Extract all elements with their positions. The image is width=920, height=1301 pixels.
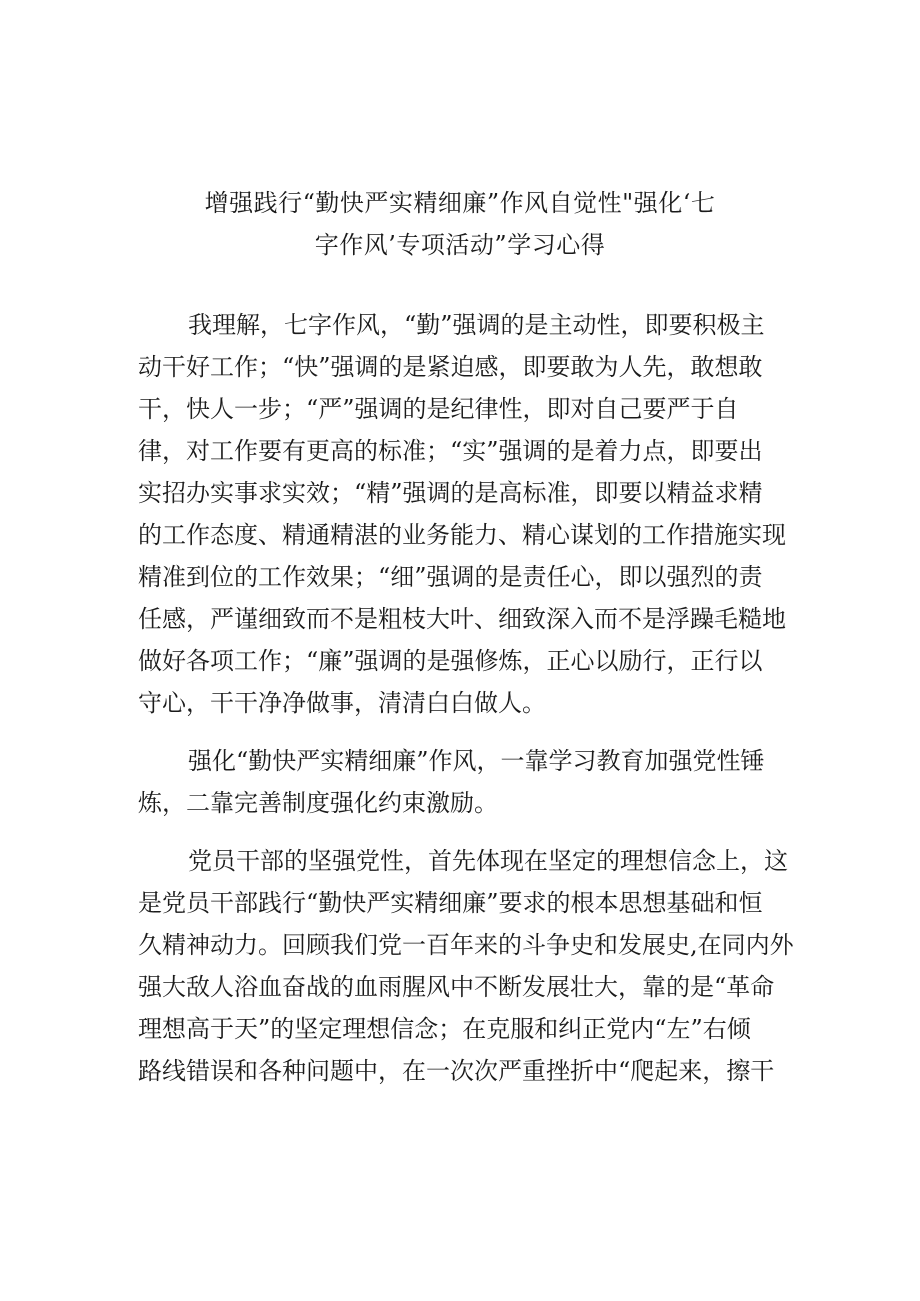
paragraph-strengthen-style xyxy=(138,740,778,824)
paragraph-line: 守心，干干净净做事，清清白白做人。 xyxy=(138,689,546,717)
paragraph-line: 炼，二靠完善制度强化约束激励。 xyxy=(138,789,498,817)
paragraph-line: 我理解，七字作风，“勤”强调的是主动性，即要积极主 xyxy=(188,311,765,339)
paragraph-line: 强化“勤快严实精细廉”作风，一靠学习教育加强党性锤 xyxy=(188,747,765,775)
paragraph-line: 干，快人一步；“严”强调的是纪律性，即对自己要严于自 xyxy=(138,395,739,423)
paragraph-spacing xyxy=(138,824,778,840)
paragraph-line: 理想高于天”的坚定理想信念；在克服和纠正党内“左”右倾 xyxy=(138,1015,751,1043)
paragraph-line: 做好各项工作；“廉”强调的是强修炼，正心以励行，正行以 xyxy=(138,647,763,675)
paragraph-line: 精准到位的工作效果；“细”强调的是责任心，即以强烈的责 xyxy=(138,563,763,591)
paragraph-line: 的工作态度、精通精湛的业务能力、精心谋划的工作措施实现 xyxy=(138,521,786,549)
paragraph-party-spirit xyxy=(138,840,794,1092)
paragraph-line: 强大敌人浴血奋战的血雨腥风中不断发展壮大，靠的是“革命 xyxy=(138,973,775,1001)
paragraph-line: 是党员干部践行“勤快严实精细廉”要求的根本思想基础和恒 xyxy=(138,889,763,917)
paragraph-spacing xyxy=(138,724,778,740)
paragraph-seven-character-style xyxy=(138,304,786,724)
document-title xyxy=(110,182,810,266)
document-body xyxy=(138,304,794,1092)
paragraph-line: 动干好工作；“快”强调的是紧迫感，即要敢为人先，敢想敢 xyxy=(138,353,763,381)
paragraph-line: 实招办实事求实效；“精”强调的是高标准，即要以精益求精 xyxy=(138,479,763,507)
paragraph-line: 律，对工作要有更高的标准；“实”强调的是着力点，即要出 xyxy=(138,437,763,465)
title-line: 增强践行“勤快严实精细廉”作风自觉性"强化‘七 xyxy=(204,189,716,218)
title-line: 字作风’专项活动”学习心得 xyxy=(314,231,606,260)
paragraph-line: 路线错误和各种问题中，在一次次严重挫折中“爬起来，擦干 xyxy=(138,1057,775,1085)
paragraph-line: 任感，严谨细致而不是粗枝大叶、细致深入而不是浮躁毛糙地 xyxy=(138,605,786,633)
paragraph-line: 党员干部的坚强党性，首先体现在坚定的理想信念上，这 xyxy=(188,847,788,875)
paragraph-line: 久精神动力。回顾我们党一百年来的斗争史和发展史,在同内外 xyxy=(138,931,794,959)
